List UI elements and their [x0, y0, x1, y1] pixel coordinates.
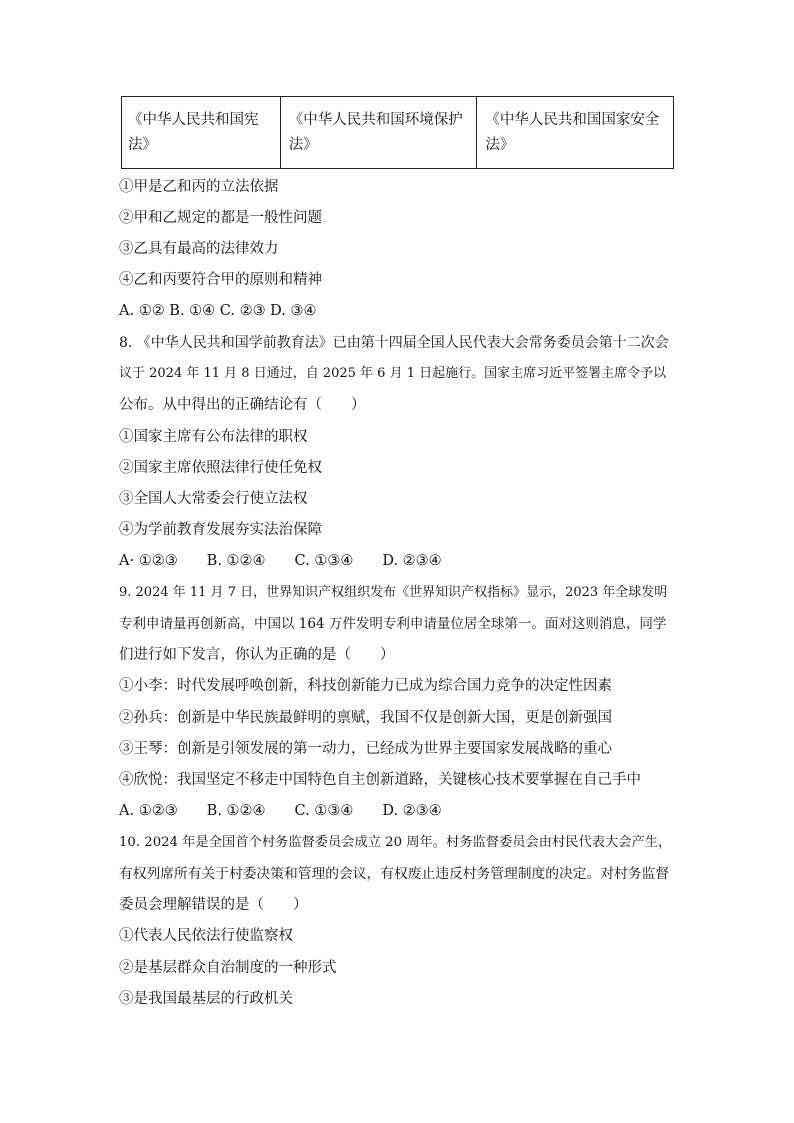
q10-stem-line-2: 有权列席所有关于村委决策和管理的会议，有权废止违反村务管理制度的决定。对村务监督: [119, 866, 670, 882]
q10-option-1: ①代表人民依法行使监察权: [119, 928, 293, 944]
q8-option-2: ②国家主席依照法律行使任免权: [119, 460, 322, 476]
q10-stem-line-3: 委员会理解错误的是（ ）: [119, 897, 308, 913]
q7-option-2: ②甲和乙规定的都是一般性问题: [119, 210, 322, 226]
q8-stem-line-3: 公布。从中得出的正确结论有（ ）: [119, 397, 366, 413]
q9-option-4: ④欣悦：我国坚定不移走中国特色自主创新道路，关键核心技术要掌握在自己手中: [119, 772, 641, 788]
table-cell-security-law: 《中华人民共和国国家安全法》: [477, 97, 674, 169]
q8-option-4: ④为学前教育发展夯实法治保障: [119, 522, 322, 538]
q9-option-2: ②孙兵：创新是中华民族最鲜明的禀赋，我国不仅是创新大国，更是创新强国: [119, 710, 612, 726]
q10-option-2: ②是基层群众自治制度的一种形式: [119, 960, 337, 976]
q9-option-1: ①小李：时代发展呼唤创新，科技创新能力已成为综合国力竞争的决定性因素: [119, 678, 612, 694]
q8-stem-line-2: 议于 2024 年 11 月 8 日通过，自 2025 年 6 月 1 日起施行。国家主席习近平签署主席令予以: [119, 366, 667, 381]
q7-option-4: ④乙和丙要符合甲的原则和精神: [119, 272, 322, 288]
law-table: [121, 96, 674, 169]
q8-answer-choices: A· ①②③ B. ①②④ C. ①③④ D. ②③④: [119, 553, 442, 569]
q7-option-3: ③乙具有最高的法律效力: [119, 241, 279, 257]
q10-option-3: ③是我国最基层的行政机关: [119, 991, 293, 1007]
q8-stem-line-1: 8. 《中华人民共和国学前教育法》已由第十四届全国人民代表大会常务委员会第十二次会: [119, 335, 669, 351]
q9-answer-choices: A. ①②③ B. ①②④ C. ①③④ D. ②③④: [119, 803, 442, 819]
q8-option-1: ①国家主席有公布法律的职权: [119, 429, 308, 445]
q7-option-1: ①甲是乙和丙的立法依据: [119, 179, 279, 195]
table-row: [122, 97, 674, 169]
q10-stem-line-1: 10. 2024 年是全国首个村务监督委员会成立 20 周年。村务监督委员会由村民代表大会产生，: [119, 835, 672, 850]
q9-stem-line-3: 们进行如下发言，你认为正确的是（ ）: [119, 647, 395, 663]
q7-answer-choices: A. ①② B. ①④ C. ②③ D. ③④: [119, 303, 317, 319]
q8-option-3: ③全国人大常委会行使立法权: [119, 491, 308, 507]
table-cell-environment-law: 《中华人民共和国环境保护法》: [280, 97, 477, 169]
q9-stem-line-2: 专利申请量再创新高，中国以 164 万件发明专利申请量位居全球第一。面对这则消息，同学: [119, 616, 667, 632]
q9-stem-line-1: 9. 2024 年 11 月 7 日，世界知识产权组织发布《世界知识产权指标》显示，2023 年全球发明: [119, 585, 668, 600]
q9-option-3: ③王琴：创新是引领发展的第一动力，已经成为世界主要国家发展战略的重心: [119, 741, 612, 757]
table-cell-constitution: 《中华人民共和国宪法》: [122, 97, 281, 169]
